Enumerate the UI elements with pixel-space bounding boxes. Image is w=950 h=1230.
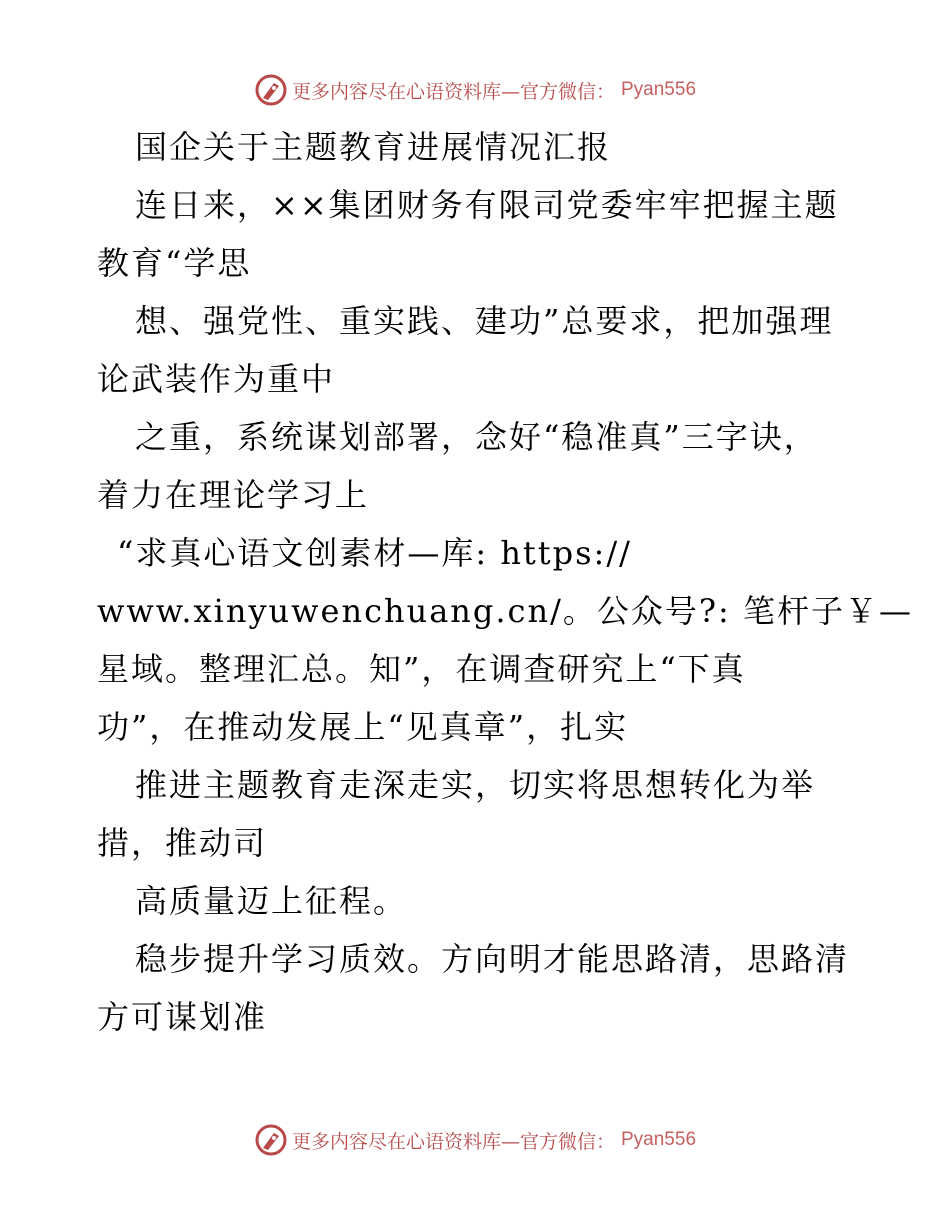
footer-brand-text: 更多内容尽在心语资料库—官方微信： (291, 1130, 615, 1153)
header-brand (254, 73, 696, 107)
pen-nib-circle-icon (254, 73, 288, 107)
paragraph-line: 措，推动司 (97, 824, 268, 862)
paragraph-line: 连日来，××集团财务有限司党委牢牢把握主题 (135, 186, 839, 224)
paragraph-line: 稳步提升学习质效。方向明才能思路清，思路清 (135, 940, 850, 978)
paragraph-line: www.xinyuwenchuang.cn/。公众号?: 笔杆子￥— (97, 592, 913, 630)
header-brand-text: 更多内容尽在心语资料库—官方微信： (291, 80, 615, 103)
page-header (0, 70, 950, 110)
header-wechat-id: Pyan556 (621, 79, 697, 100)
paragraph-line: “求真心语文创素材—库: https:// (117, 534, 632, 572)
paragraph-line: 教育“学思 (97, 244, 252, 282)
paragraph-line: 功”，在推动发展上“见真章”，扎实 (97, 708, 629, 746)
paragraph-line: 高质量迈上征程。 (135, 882, 408, 920)
pen-nib-circle-icon (254, 1123, 288, 1157)
footer-brand (254, 1123, 696, 1157)
paragraph-line: 论武装作为重中 (97, 360, 336, 398)
paragraph-line: 之重，系统谋划部署，念好“稳准真”三字诀， (135, 418, 818, 456)
paragraph-line: 着力在理论学习上 (97, 476, 370, 514)
document-body (97, 118, 913, 1046)
paragraph-line: 星域。整理汇总。知”，在调查研究上“下真 (97, 650, 746, 688)
paragraph-line: 想、强党性、重实践、建功”总要求，把加强理 (135, 302, 834, 340)
document-title: 国企关于主题教育进展情况汇报 (135, 128, 612, 166)
page-footer (0, 1120, 950, 1160)
footer-wechat-id: Pyan556 (621, 1129, 697, 1150)
paragraph-line: 方可谋划准 (97, 998, 268, 1036)
paragraph-line: 推进主题教育走深走实，切实将思想转化为举 (135, 766, 816, 804)
